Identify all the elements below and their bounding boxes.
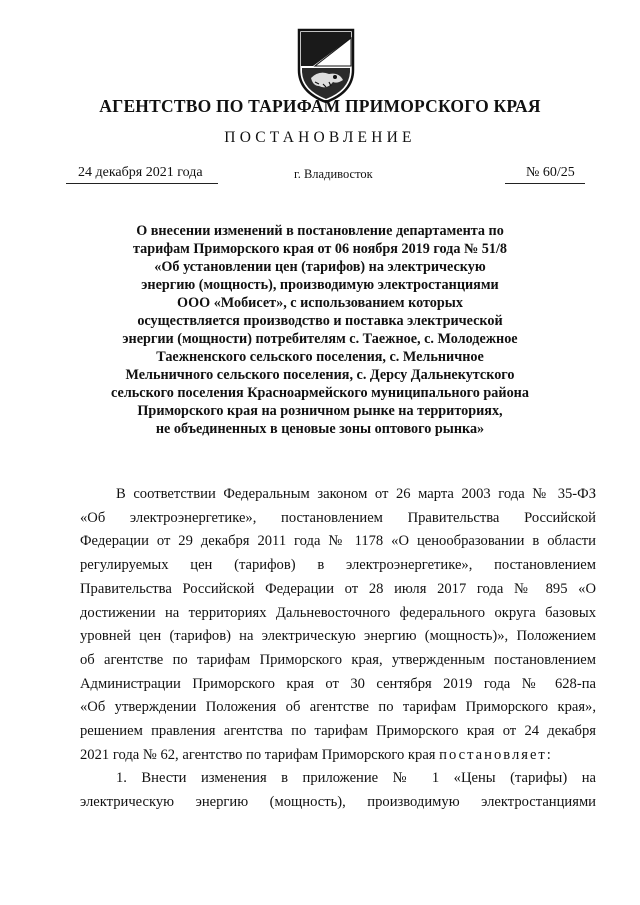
title-line: тарифам Приморского края от 06 ноября 2019 года № 51/8 <box>132 241 508 257</box>
title-line: энергии (мощности) потребителям с. Таежное, с. Молодежное <box>122 331 518 347</box>
decree-title <box>80 222 560 438</box>
body-line-text: 2021 года № 62, агентство по тарифам Приморского края <box>80 746 440 763</box>
title-line: ООО «Мобисет», с использованием которых <box>177 295 463 311</box>
title-line: О внесении изменений в постановление департамента по <box>136 223 504 239</box>
title-line: Приморского края на розничном рынке на территориях, <box>137 403 503 419</box>
agency-name: АГЕНТСТВО ПО ТАРИФАМ ПРИМОРСКОГО КРАЯ <box>99 96 541 116</box>
title-line: «Об установлении цен (тарифов) на электрическую <box>154 259 486 275</box>
body-line: регулируемых цен (тарифов) в электроэнергетике», постановлением <box>80 557 596 574</box>
resolves-keyword: постановляет: <box>439 746 553 763</box>
body-line: достижении на территориях Дальневосточного федерального округа базовых <box>80 604 596 621</box>
body-line: «Об электроэнергетике», постановлением Правительства Российской <box>80 509 596 526</box>
title-line: не объединенных в ценовые зоны оптового рынка» <box>155 421 485 437</box>
body-line-resolution <box>80 744 596 768</box>
body-line: Администрации Приморского края от 30 сентября 2019 года № 628-па <box>80 675 596 692</box>
number-underline <box>505 183 585 184</box>
title-line: Мельничного сельского поселения, с. Дерсу Дальнекутского <box>125 367 515 383</box>
title-line: сельского поселения Красноармейского муниципального района <box>111 385 529 401</box>
title-line: осуществляется производство и поставка электрической <box>137 313 503 329</box>
date-underline <box>66 183 218 184</box>
title-line: энергию (мощность), производимую электростанциями <box>141 277 499 293</box>
decree-city: г. Владивосток <box>294 167 373 181</box>
item-line: электрическую энергию (мощность), производимую электростанциями <box>80 794 596 811</box>
body-line: Правительства Российской Федерации от 28 июля 2017 года № 895 «О <box>80 580 596 597</box>
body-line: уровней цен (тарифов) на электрическую энергию (мощность)», Положением <box>80 628 596 645</box>
item-line: 1. Внести изменения в приложение № 1 «Цены (тарифы) на <box>116 770 596 787</box>
decree-body <box>80 483 596 815</box>
coat-of-arms-emblem <box>293 26 359 104</box>
body-line: В соответствии Федеральным законом от 26 марта 2003 года № 35-ФЗ <box>116 486 596 502</box>
body-line: решением правления агентства по тарифам Приморского края от 24 декабря <box>80 723 596 740</box>
body-line: Федерации от 29 декабря 2011 года № 1178 «О ценообразовании в области <box>80 533 596 550</box>
decree-number: № 60/25 <box>526 165 575 180</box>
decree-date: 24 декабря 2021 года <box>78 165 203 180</box>
body-line: «Об утверждении Положения об агентстве по тарифам Приморского края», <box>80 699 596 716</box>
body-line: об агентстве по тарифам Приморского края, утвержденным постановлением <box>80 651 596 668</box>
title-line: Таежненского сельского поселения, с. Мельничное <box>156 349 484 365</box>
document-type: ПОСТАНОВЛЕНИЕ <box>224 129 416 146</box>
